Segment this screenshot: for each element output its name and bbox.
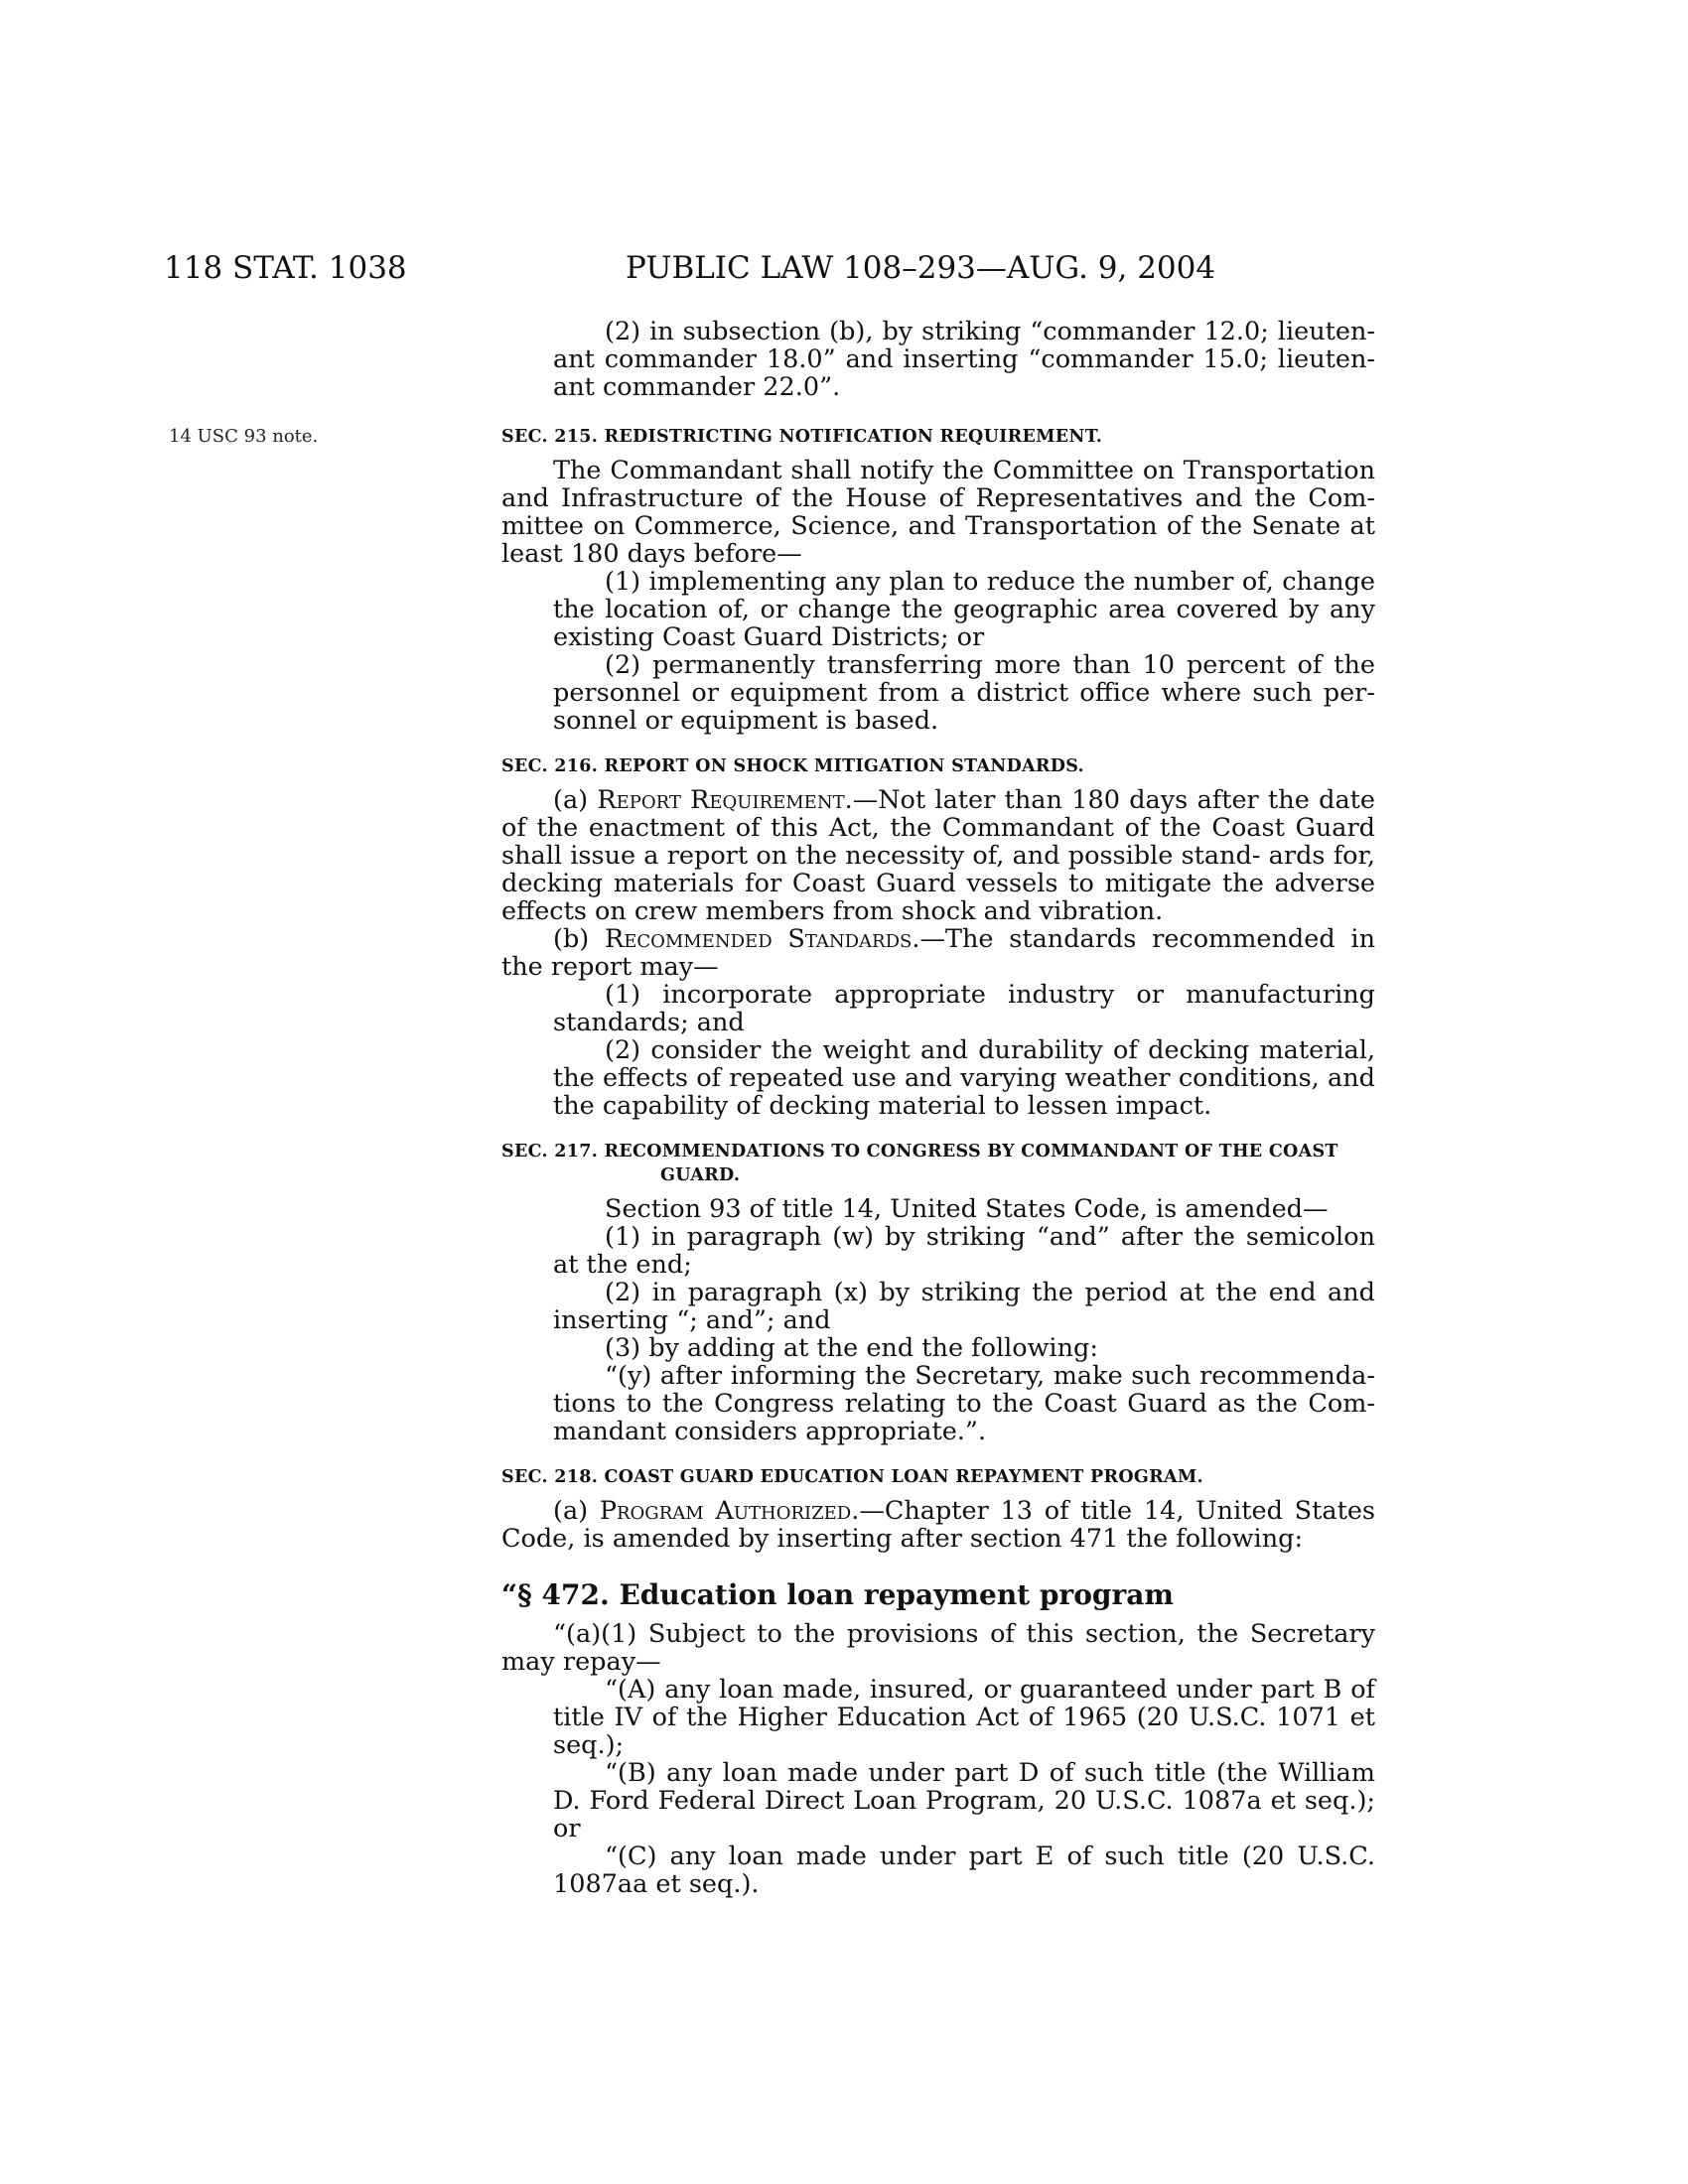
sec-217-para-2: (1) in paragraph (w) by striking “and” after the semicolon at the end;: [553, 1222, 1375, 1280]
caption-program-authorized: Program Authorized.: [599, 1496, 860, 1526]
sec-218-subsection-a: (a) Program Authorized.—Chapter 13 of title 14, United States Code, is amended by inserting after section 471 the following:: [501, 1496, 1375, 1554]
sec-217-para-5: “(y) after informing the Secretary, make such recommenda- tions to the Congress relating to the Coast Guard as the Com- mandant considers appropriate.”.: [553, 1361, 1375, 1446]
sec-216-para-b2: (2) consider the weight and durability of decking material, the effects of repeated use and varying weather conditions, and the capability of decking material to lessen impact.: [553, 1035, 1375, 1121]
body-column: [501, 318, 1375, 1898]
sec-215-heading: SEC. 215. REDISTRICTING NOTIFICATION REQUIREMENT.: [501, 427, 1103, 447]
intro-paragraph: (2) in subsection (b), by striking “commander 12.0; lieuten- ant commander 18.0” and inserting “commander 15.0; lieuten- ant commander 22.0”.: [553, 317, 1375, 402]
sec-215-para-3: (2) permanently transferring more than 10 percent of the personnel or equipment from a district office where such per- sonnel or equipment is based.: [553, 650, 1375, 736]
public-law-header: PUBLIC LAW 108–293—AUG. 9, 2004: [626, 250, 1216, 286]
sec-218-heading: SEC. 218. COAST GUARD EDUCATION LOAN REPAYMENT PROGRAM.: [501, 1467, 1203, 1487]
sec-216-subsection-a: (a) Report Requirement.—Not later than 180 days after the date of the enactment of this Act, the Commandant of the Coast Guard shall issue a report on the necessity of, and possible stand- ards for, decking materials for Coast Guard vessels to mitigate the adverse effects on crew members from shock and vibration.: [501, 785, 1375, 926]
sec-472-para-a1: “(a)(1) Subject to the provisions of this section, the Secretary may repay—: [501, 1619, 1375, 1677]
sec-472-para-B: “(B) any loan made under part D of such title (the William D. Ford Federal Direct Loan Program, 20 U.S.C. 1087a et seq.); or: [553, 1758, 1375, 1843]
sec-217-heading: SEC. 217. RECOMMENDATIONS TO CONGRESS BY COMMANDANT OF THE COAST GUARD.: [501, 1142, 1338, 1185]
sec-216-subsection-b: (b) Recommended Standards.—The standards recommended in the report may—: [501, 924, 1376, 982]
stat-citation: 118 STAT. 1038: [164, 250, 407, 286]
sec-217-para-3: (2) in paragraph (x) by striking the period at the end and inserting “; and”; and: [553, 1278, 1375, 1335]
caption-report-requirement: Report Requirement.: [597, 785, 853, 815]
section-472-title: “§ 472. Education loan repayment program: [501, 1578, 1174, 1611]
caption-recommended-standards: Recommended Standards.: [605, 924, 920, 954]
margin-note-usc: 14 USC 93 note.: [169, 426, 319, 447]
sec-215-para-2: (1) implementing any plan to reduce the number of, change the location of, or change the geographic area covered by any existing Coast Guard Districts; or: [553, 567, 1375, 652]
sec-216-para-b1: (1) incorporate appropriate industry or manufacturing standards; and: [553, 980, 1375, 1037]
sec-217-para-4: (3) by adding at the end the following:: [605, 1333, 1098, 1363]
sec-217-para-1: Section 93 of title 14, United States Code, is amended—: [605, 1194, 1329, 1224]
sec-472-para-A: “(A) any loan made, insured, or guaranteed under part B of title IV of the Higher Education Act of 1965 (20 U.S.C. 1071 et seq.);: [553, 1675, 1375, 1760]
sec-472-para-C: “(C) any loan made under part E of such title (20 U.S.C. 1087aa et seq.).: [553, 1842, 1375, 1899]
sec-215-para-1: The Commandant shall notify the Committee on Transportation and Infrastructure of the House of Representatives and the Com- mittee on Commerce, Science, and Transportation of the Senate at least 180 days before—: [501, 456, 1375, 569]
sec-216-heading: SEC. 216. REPORT ON SHOCK MITIGATION STANDARDS.: [501, 756, 1084, 776]
